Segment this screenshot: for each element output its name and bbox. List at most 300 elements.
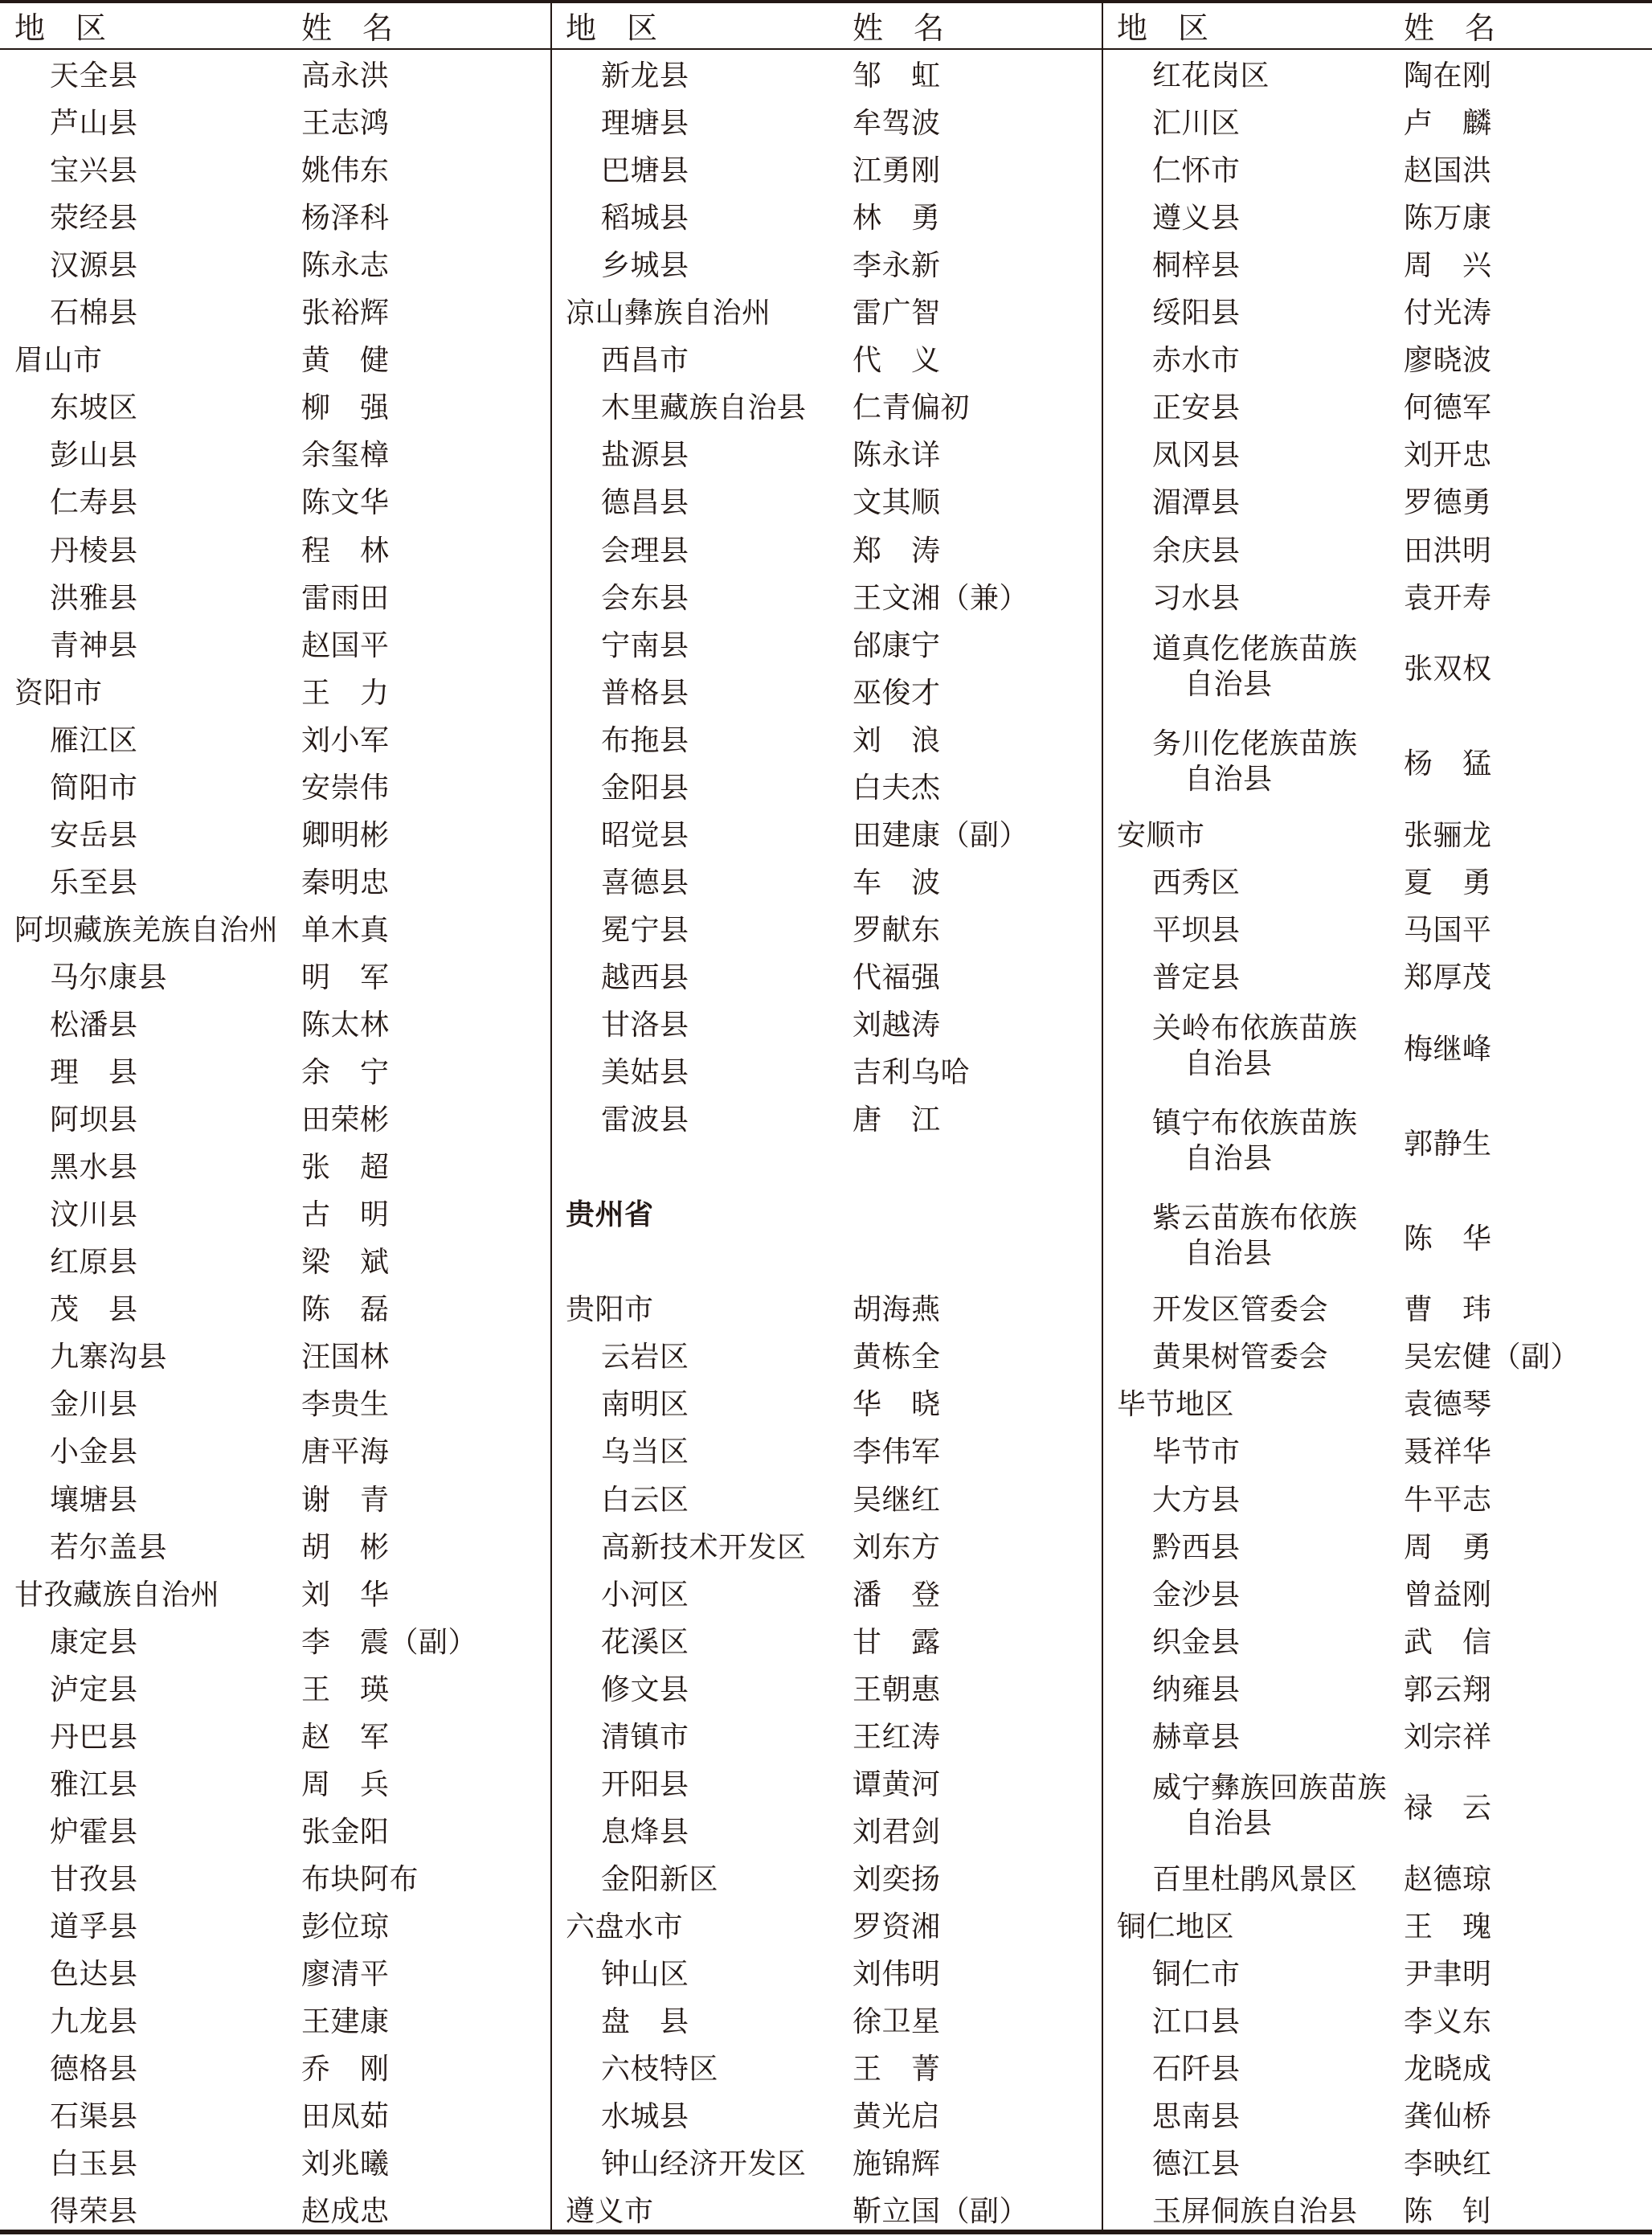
section-heading: 贵州省	[566, 1198, 654, 1232]
region-cell-line: 自治县	[1184, 762, 1273, 796]
region-cell: 红原县	[50, 1246, 138, 1280]
region-cell: 黄果树管委会	[1152, 1341, 1329, 1374]
table-row	[0, 50, 550, 97]
table-row	[0, 382, 550, 429]
name-cell: 张 超	[301, 1151, 390, 1185]
name-cell: 李伟军	[853, 1435, 941, 1469]
name-cell: 高永洪	[301, 59, 390, 92]
table-row	[0, 334, 550, 382]
region-cell: 遵义市	[566, 2195, 654, 2229]
table-row	[0, 1474, 550, 1521]
name-cell: 靳立国（副）	[853, 2195, 1029, 2229]
table-row	[0, 1426, 550, 1473]
name-cell: 唐平海	[301, 1435, 390, 1469]
name-cell: 陈万康	[1404, 202, 1492, 235]
region-cell	[1117, 620, 1358, 715]
region-cell: 毕节市	[1152, 1435, 1241, 1469]
table-row	[1103, 145, 1652, 192]
region-cell: 开发区管委会	[1152, 1293, 1329, 1327]
table-row	[552, 715, 1102, 762]
region-cell: 安岳县	[50, 818, 138, 852]
name-cell: 陈永详	[853, 439, 941, 473]
table-row	[1103, 1996, 1652, 2043]
name-cell: 赵国平	[301, 629, 390, 662]
table-row	[0, 762, 550, 809]
region-cell: 壤塘县	[50, 1483, 138, 1517]
table-row	[552, 1474, 1102, 1521]
region-cell: 金阳新区	[601, 1862, 719, 1896]
table-row	[1103, 572, 1652, 620]
name-cell: 王朝惠	[853, 1673, 941, 1706]
name-cell: 卢 麟	[1404, 107, 1492, 140]
table-row	[552, 1996, 1102, 2043]
table-row	[0, 1806, 550, 1853]
table-row	[1103, 382, 1652, 429]
region-cell: 云岩区	[601, 1341, 689, 1374]
region-cell: 雷波县	[601, 1104, 689, 1137]
table-row	[1103, 192, 1652, 240]
region-cell: 理塘县	[601, 107, 689, 140]
table-panel-left	[0, 3, 550, 2230]
region-cell: 百里杜鹃风景区	[1152, 1862, 1358, 1896]
table-row	[552, 1711, 1102, 1759]
region-cell: 清镇市	[601, 1720, 689, 1754]
table-row	[1103, 2185, 1652, 2233]
table-row	[1103, 1616, 1652, 1664]
region-cell: 红花岗区	[1152, 59, 1270, 92]
name-cell: 牛平志	[1404, 1483, 1492, 1517]
table-row	[1103, 1331, 1652, 1378]
region-cell: 小河区	[601, 1578, 689, 1611]
region-cell: 芦山县	[50, 107, 138, 140]
table-row	[552, 572, 1102, 620]
table-row	[552, 97, 1102, 145]
name-cell: 陈 华	[1404, 1222, 1492, 1255]
region-cell: 乐至县	[50, 866, 138, 899]
region-cell: 习水县	[1152, 581, 1241, 615]
name-cell: 张裕辉	[301, 297, 390, 330]
region-cell: 正安县	[1152, 391, 1241, 425]
table-row	[1103, 334, 1652, 382]
region-cell: 汉源县	[50, 249, 138, 283]
name-cell: 田建康（副）	[853, 818, 1029, 852]
table-row	[552, 382, 1102, 429]
table-row	[1103, 952, 1652, 999]
region-cell: 甘孜藏族自治州	[14, 1578, 220, 1611]
region-cell: 仁怀市	[1152, 154, 1241, 188]
name-cell: 刘兆曦	[301, 2148, 390, 2181]
region-cell: 普格县	[601, 676, 689, 710]
name-cell: 雷广智	[853, 297, 941, 330]
region-cell: 铜仁市	[1152, 1958, 1241, 1991]
name-cell: 赵国洪	[1404, 154, 1492, 188]
table-row	[552, 1806, 1102, 1853]
name-cell: 吴宏健（副）	[1404, 1341, 1580, 1374]
name-cell: 巫俊才	[853, 676, 941, 710]
table-row	[1103, 904, 1652, 952]
name-cell: 周 兵	[301, 1767, 390, 1801]
region-cell: 新龙县	[601, 59, 689, 92]
table-row	[0, 97, 550, 145]
table-row	[552, 334, 1102, 382]
table-row	[1103, 857, 1652, 904]
name-cell: 廖清平	[301, 1958, 390, 1991]
region-cell: 美姑县	[601, 1056, 689, 1089]
name-cell: 田洪明	[1404, 534, 1492, 567]
region-cell: 凤冈县	[1152, 439, 1241, 473]
name-cell: 王文湘（兼）	[853, 581, 1029, 615]
region-cell: 思南县	[1152, 2100, 1241, 2134]
table-row	[0, 999, 550, 1046]
region-cell: 赤水市	[1152, 344, 1241, 378]
name-cell: 黄光启	[853, 2100, 941, 2134]
region-cell: 泸定县	[50, 1673, 138, 1706]
name-cell: 周 兴	[1404, 249, 1492, 283]
name-cell: 秦明忠	[301, 866, 390, 899]
table-row	[0, 1094, 550, 1141]
name-cell: 刘奕扬	[853, 1862, 941, 1896]
table-row	[1103, 715, 1652, 809]
region-cell: 江口县	[1152, 2005, 1241, 2039]
name-cell: 姚伟东	[301, 154, 390, 188]
name-cell: 牟驾波	[853, 107, 941, 140]
table-row	[0, 857, 550, 904]
name-cell: 刘伟明	[853, 1958, 941, 1991]
region-cell: 金川县	[50, 1388, 138, 1422]
region-cell: 彭山县	[50, 439, 138, 473]
name-cell: 吴继红	[853, 1483, 941, 1517]
region-cell: 丹棱县	[50, 534, 138, 567]
region-cell: 普定县	[1152, 960, 1241, 994]
name-cell: 白夫杰	[853, 771, 941, 805]
region-cell-line: 自治县	[1184, 1806, 1273, 1840]
region-cell: 凉山彝族自治州	[566, 297, 771, 330]
name-cell: 张双权	[1404, 653, 1492, 686]
table-row	[1103, 2043, 1652, 2091]
region-cell: 洪雅县	[50, 581, 138, 615]
table-row	[1103, 240, 1652, 287]
table-row	[1103, 2138, 1652, 2185]
name-cell: 田荣彬	[301, 1104, 390, 1137]
name-cell: 刘君剑	[853, 1815, 941, 1849]
name-cell: 陈 钊	[1404, 2195, 1492, 2229]
region-cell: 开阳县	[601, 1767, 689, 1801]
table-row	[1103, 1901, 1652, 1948]
name-cell: 谢 青	[301, 1483, 390, 1517]
region-cell: 小金县	[50, 1435, 138, 1469]
table-row	[552, 1759, 1102, 1806]
region-cell: 会理县	[601, 534, 689, 567]
name-header: 姓 名	[301, 10, 394, 46]
name-cell: 刘小军	[301, 723, 390, 757]
region-cell-line: 自治县	[1184, 1047, 1273, 1081]
region-cell: 茂 县	[50, 1293, 138, 1327]
region-cell: 稻城县	[601, 202, 689, 235]
region-cell: 巴塘县	[601, 154, 689, 188]
table-row	[552, 620, 1102, 667]
table-row	[552, 145, 1102, 192]
table-row	[1103, 50, 1652, 97]
name-cell: 梅继峰	[1404, 1032, 1492, 1066]
table-row	[0, 192, 550, 240]
name-cell: 黄栋全	[853, 1341, 941, 1374]
name-header: 姓 名	[1404, 10, 1496, 46]
table-row	[0, 287, 550, 334]
table-row	[552, 1284, 1102, 1331]
table-row	[552, 1521, 1102, 1569]
table-row	[0, 620, 550, 667]
region-cell: 绥阳县	[1152, 297, 1241, 330]
region-cell: 马尔康县	[50, 960, 168, 994]
table-row	[0, 240, 550, 287]
name-cell: 刘宗祥	[1404, 1720, 1492, 1754]
table-row	[552, 952, 1102, 999]
name-cell: 赵成忠	[301, 2195, 390, 2229]
region-cell-line: 道真仡佬族苗族	[1152, 632, 1358, 665]
table-row	[1103, 477, 1652, 524]
region-cell: 阿坝藏族羌族自治州	[14, 913, 279, 947]
table-row	[1103, 429, 1652, 477]
region-cell: 乌当区	[601, 1435, 689, 1469]
table-row	[0, 715, 550, 762]
table-row	[552, 1236, 1102, 1284]
name-cell: 胡海燕	[853, 1293, 941, 1327]
name-cell: 龙晓成	[1404, 2053, 1492, 2087]
region-cell: 松潘县	[50, 1009, 138, 1042]
name-cell: 汪国林	[301, 1341, 390, 1374]
table-row	[0, 1284, 550, 1331]
name-cell: 李永新	[853, 249, 941, 283]
table-row	[0, 1711, 550, 1759]
name-cell: 龚仙桥	[1404, 2100, 1492, 2134]
name-cell: 罗献东	[853, 913, 941, 947]
region-cell-line: 关岭布依族苗族	[1152, 1012, 1358, 1046]
region-cell: 甘洛县	[601, 1009, 689, 1042]
name-cell: 王 力	[301, 676, 390, 710]
region-cell: 雅江县	[50, 1767, 138, 1801]
region-cell: 昭觉县	[601, 818, 689, 852]
name-cell: 胡 彬	[301, 1530, 390, 1564]
region-cell: 安顺市	[1117, 818, 1205, 852]
name-cell: 赵德琼	[1404, 1862, 1492, 1896]
name-cell: 吉利乌哈	[853, 1056, 971, 1089]
table-row	[552, 192, 1102, 240]
name-cell: 单木真	[301, 913, 390, 947]
region-cell: 若尔盖县	[50, 1530, 168, 1564]
name-cell: 曹 玮	[1404, 1293, 1492, 1327]
region-cell: 德格县	[50, 2053, 138, 2087]
name-cell: 余 宁	[301, 1056, 390, 1089]
table-row	[552, 999, 1102, 1046]
table-row	[1103, 2091, 1652, 2138]
table-row	[0, 1378, 550, 1426]
region-cell: 乡城县	[601, 249, 689, 283]
table-panel-right	[1103, 3, 1652, 2230]
region-cell: 青神县	[50, 629, 138, 662]
region-cell: 黔西县	[1152, 1530, 1241, 1564]
table-row	[0, 1616, 550, 1664]
region-cell: 汇川区	[1152, 107, 1241, 140]
name-cell: 柳 强	[301, 391, 390, 425]
name-cell: 田凤茹	[301, 2100, 390, 2134]
region-header: 地 区	[14, 10, 107, 46]
name-cell: 布块阿布	[301, 1862, 419, 1896]
name-cell: 刘东方	[853, 1530, 941, 1564]
name-cell: 马国平	[1404, 913, 1492, 947]
region-cell: 九寨沟县	[50, 1341, 168, 1374]
region-cell: 石渠县	[50, 2100, 138, 2134]
name-cell: 潘 登	[853, 1578, 941, 1611]
region-cell: 理 县	[50, 1056, 138, 1089]
name-cell: 邹 虹	[853, 59, 941, 92]
table-row	[0, 2185, 550, 2233]
name-cell: 王 瑰	[1404, 1910, 1492, 1943]
region-cell: 余庆县	[1152, 534, 1241, 567]
name-cell: 黄 健	[301, 344, 390, 378]
region-cell: 西昌市	[601, 344, 689, 378]
name-cell: 郑厚茂	[1404, 960, 1492, 994]
region-cell-line: 自治县	[1184, 1237, 1273, 1271]
region-cell: 金沙县	[1152, 1578, 1241, 1611]
region-header: 地 区	[1117, 10, 1209, 46]
name-cell: 车 波	[853, 866, 941, 899]
name-cell: 刘开忠	[1404, 439, 1492, 473]
table-row	[552, 857, 1102, 904]
table-row	[1103, 1759, 1652, 1853]
table-row	[1103, 999, 1652, 1094]
table-panel-middle	[552, 3, 1102, 2230]
region-cell	[1117, 1189, 1358, 1284]
name-cell: 陈 磊	[301, 1293, 390, 1327]
table-row	[0, 1996, 550, 2043]
name-cell: 李贵生	[301, 1388, 390, 1422]
region-cell: 平坝县	[1152, 913, 1241, 947]
table-row	[0, 145, 550, 192]
table-row	[1103, 525, 1652, 572]
name-cell: 陈文华	[301, 486, 390, 520]
name-cell: 雷雨田	[301, 581, 390, 615]
name-cell: 程 林	[301, 534, 390, 567]
name-cell: 文其顺	[853, 486, 941, 520]
table-row	[1103, 809, 1652, 857]
region-cell: 白玉县	[50, 2148, 138, 2181]
region-cell-line: 威宁彝族回族苗族	[1152, 1771, 1388, 1804]
region-cell: 西秀区	[1152, 866, 1241, 899]
name-cell: 李义东	[1404, 2005, 1492, 2039]
region-cell: 湄潭县	[1152, 486, 1241, 520]
name-cell: 廖晓波	[1404, 344, 1492, 378]
region-cell: 九龙县	[50, 2005, 138, 2039]
table-row	[0, 1569, 550, 1616]
region-cell: 纳雍县	[1152, 1673, 1241, 1706]
table-row	[552, 1331, 1102, 1378]
table-row	[1103, 620, 1652, 715]
table-row	[0, 952, 550, 999]
name-cell: 代 义	[853, 344, 941, 378]
name-cell: 李映红	[1404, 2148, 1492, 2181]
region-cell-line: 务川仡佬族苗族	[1152, 727, 1358, 760]
table-row	[0, 1331, 550, 1378]
table-row	[1103, 1569, 1652, 1616]
region-cell: 息烽县	[601, 1815, 689, 1849]
name-cell: 王 瑛	[301, 1673, 390, 1706]
region-cell-line: 紫云苗族布依族	[1152, 1202, 1358, 1235]
name-cell: 刘 浪	[853, 723, 941, 757]
name-cell: 华 晓	[853, 1388, 941, 1422]
table-row	[0, 1046, 550, 1094]
table-row	[552, 287, 1102, 334]
name-cell: 付光涛	[1404, 297, 1492, 330]
name-cell: 聂祥华	[1404, 1435, 1492, 1469]
table-row	[552, 429, 1102, 477]
region-cell: 贵阳市	[566, 1293, 654, 1327]
name-cell: 李 震（副）	[301, 1625, 478, 1659]
name-cell: 郭静生	[1404, 1127, 1492, 1161]
name-cell: 陈永志	[301, 249, 390, 283]
name-cell: 乔 刚	[301, 2053, 390, 2087]
table-row	[0, 525, 550, 572]
table-row	[552, 1569, 1102, 1616]
name-cell: 罗德勇	[1404, 486, 1492, 520]
table-row	[552, 667, 1102, 715]
region-cell: 眉山市	[14, 344, 103, 378]
name-cell: 仁青偏初	[853, 391, 971, 425]
table-row	[0, 1853, 550, 1901]
region-cell: 毕节地区	[1117, 1388, 1235, 1422]
table-row	[552, 904, 1102, 952]
region-cell: 喜德县	[601, 866, 689, 899]
table-row	[552, 50, 1102, 97]
table-row	[552, 2138, 1102, 2185]
name-cell: 张骊龙	[1404, 818, 1492, 852]
name-cell: 赵 军	[301, 1720, 390, 1754]
table-row	[552, 240, 1102, 287]
name-cell: 郑 涛	[853, 534, 941, 567]
name-cell: 曾益刚	[1404, 1578, 1492, 1611]
name-cell: 王红涛	[853, 1720, 941, 1754]
name-cell: 张金阳	[301, 1815, 390, 1849]
name-cell: 周 勇	[1404, 1530, 1492, 1564]
region-cell	[1117, 715, 1358, 809]
table-row	[0, 1759, 550, 1806]
region-cell: 雁江区	[50, 723, 138, 757]
name-cell: 禄 云	[1404, 1792, 1492, 1825]
name-cell: 袁开寿	[1404, 581, 1492, 615]
name-cell: 夏 勇	[1404, 866, 1492, 899]
name-header: 姓 名	[853, 10, 945, 46]
name-cell: 袁德琴	[1404, 1388, 1492, 1422]
name-cell: 余玺樟	[301, 439, 390, 473]
name-cell: 刘 华	[301, 1578, 390, 1611]
name-cell: 梁 斌	[301, 1246, 390, 1280]
table-row	[1103, 1426, 1652, 1473]
region-cell: 织金县	[1152, 1625, 1241, 1659]
table-row	[0, 667, 550, 715]
region-cell: 赫章县	[1152, 1720, 1241, 1754]
name-cell: 王建康	[301, 2005, 390, 2039]
name-cell: 王志鸿	[301, 107, 390, 140]
table-row	[0, 904, 550, 952]
region-cell: 遵义县	[1152, 202, 1241, 235]
table-row	[552, 762, 1102, 809]
table-row	[0, 1948, 550, 1996]
table-row	[552, 2091, 1102, 2138]
table-row	[1103, 287, 1652, 334]
table-row	[1103, 1284, 1652, 1331]
region-cell: 简阳市	[50, 771, 138, 805]
name-cell: 彭位琼	[301, 1910, 390, 1943]
table-row	[0, 1521, 550, 1569]
